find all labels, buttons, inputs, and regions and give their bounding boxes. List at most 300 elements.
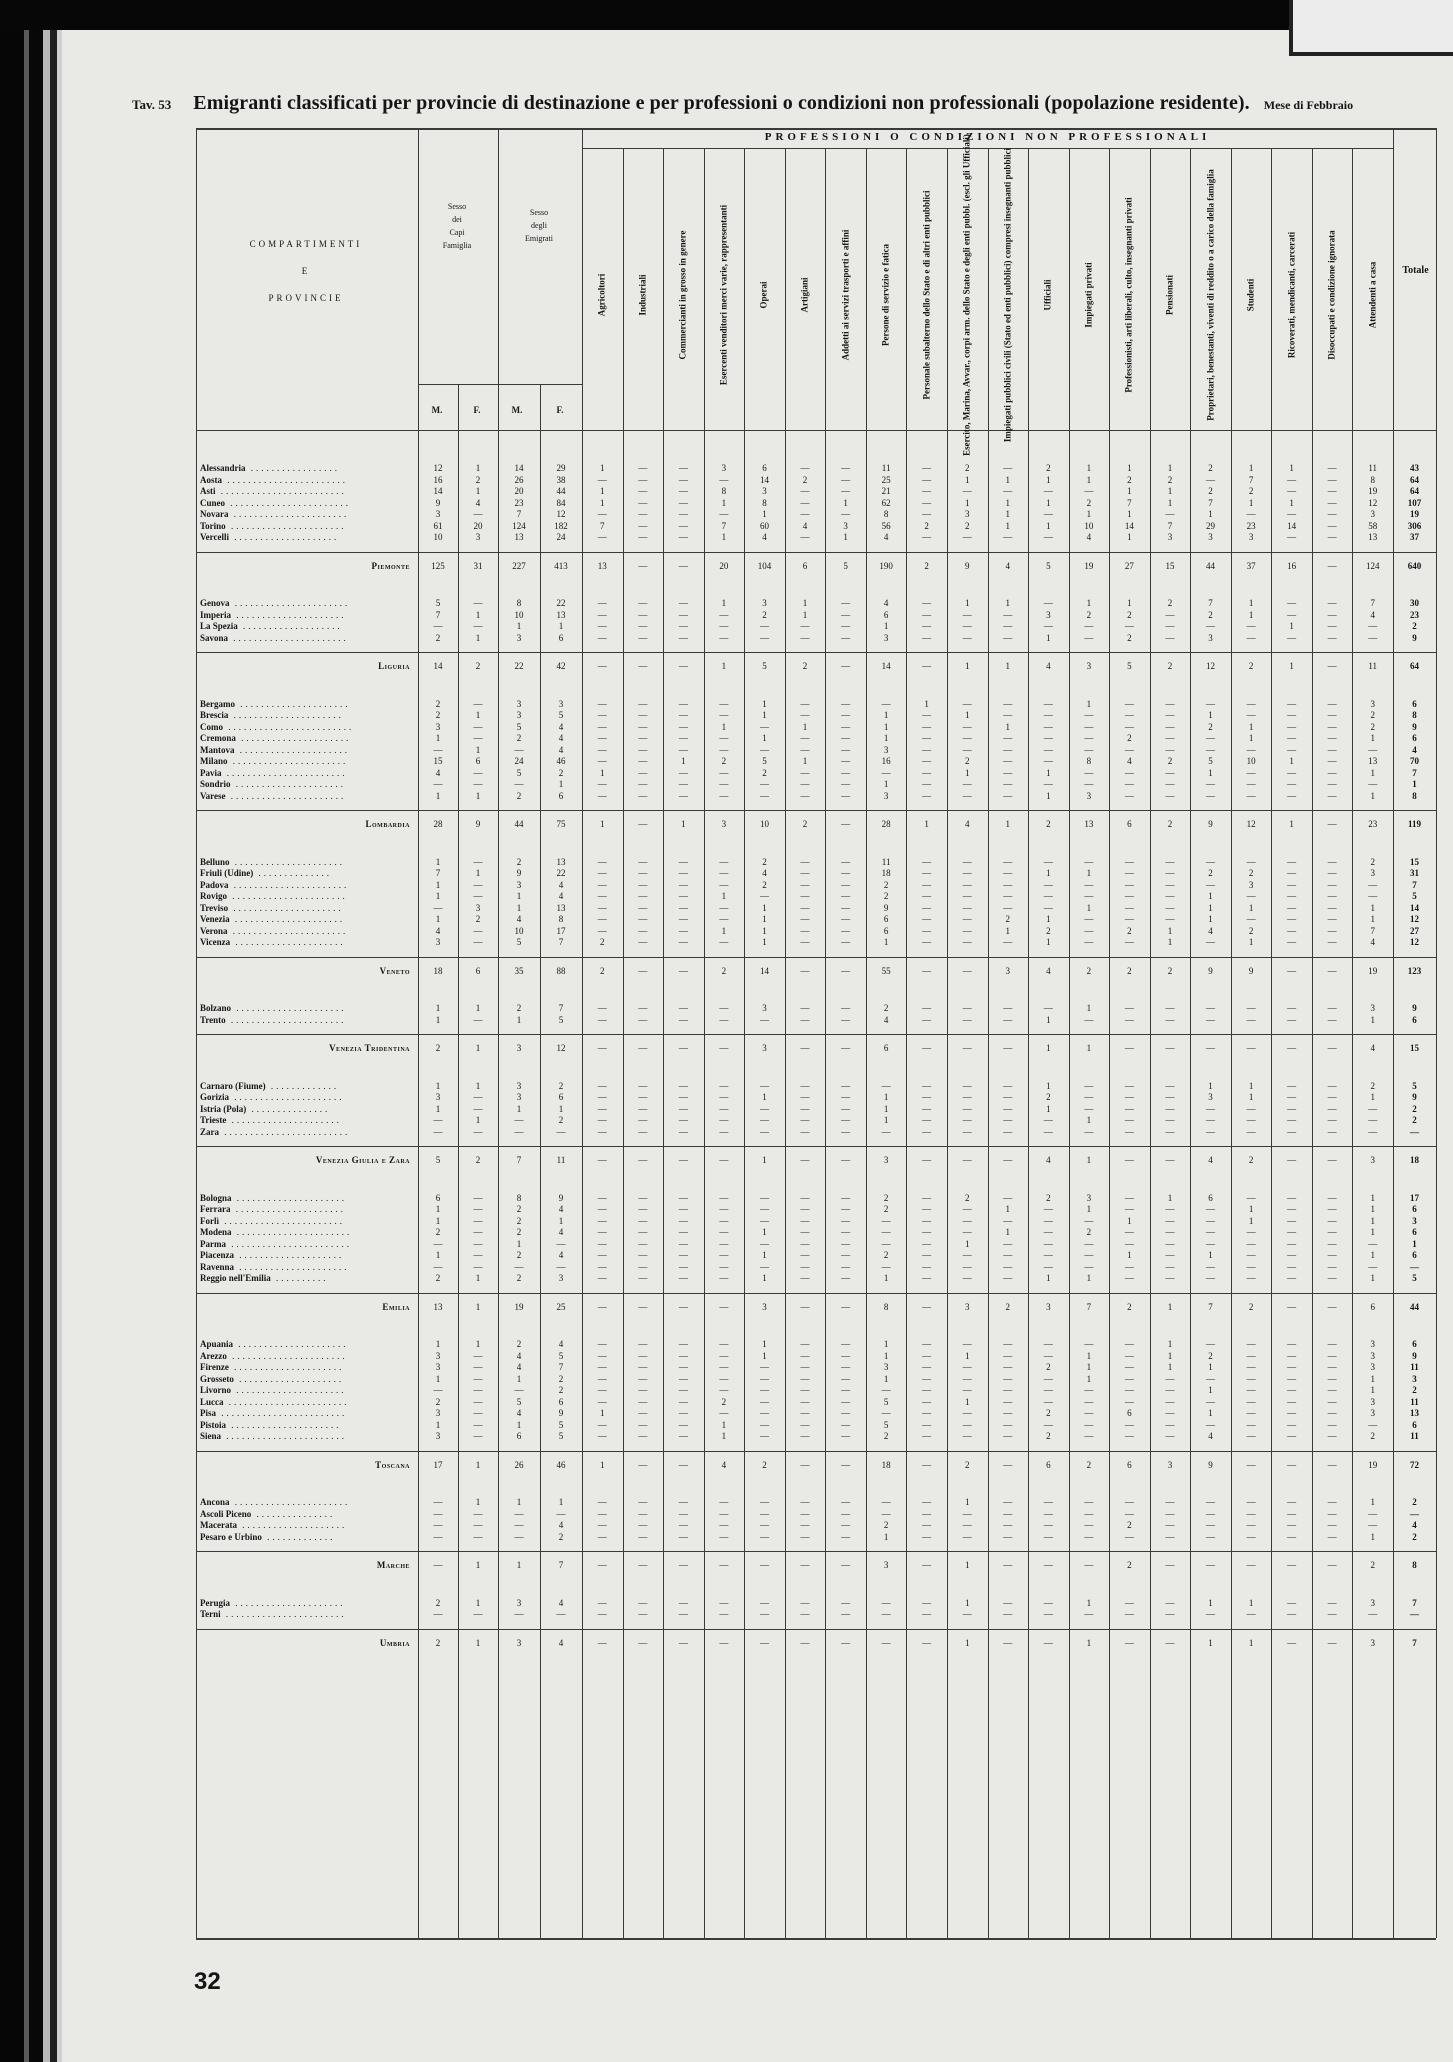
province-row [196, 1192, 1436, 1204]
data-cell: 1 [1248, 1080, 1254, 1091]
data-cell: 14 [433, 661, 443, 671]
data-cell: 1 [1086, 1204, 1092, 1214]
data-cell: — [1043, 1126, 1053, 1137]
data-cell: — [1246, 1497, 1256, 1507]
data-cell: — [1003, 1385, 1013, 1395]
data-cell: — [759, 1103, 769, 1114]
province-row [196, 1407, 1436, 1419]
data-cell: — [1003, 1531, 1013, 1542]
data-cell: — [1327, 1459, 1337, 1470]
data-cell: — [1084, 937, 1094, 947]
profession-header-19 [1352, 160, 1393, 430]
data-cell: — [719, 1637, 729, 1648]
data-cell: 1 [1289, 661, 1294, 671]
row-label [200, 709, 412, 721]
data-cell: — [638, 520, 648, 531]
data-cell: 4 [1370, 1043, 1375, 1053]
row-total-cell: — [1410, 1609, 1419, 1619]
data-cell: — [1003, 1350, 1013, 1361]
row-name: Trieste [200, 1115, 227, 1125]
data-cell: 1 [721, 497, 727, 508]
data-cell: — [800, 1192, 810, 1203]
data-cell: — [1043, 710, 1053, 720]
data-cell: — [1124, 1373, 1134, 1384]
data-cell: 2 [600, 965, 605, 976]
row-total-cell: 5 [1412, 1080, 1417, 1091]
data-cell: 11 [881, 463, 891, 473]
data-cell: 2 [964, 756, 970, 766]
data-cell: — [1327, 1261, 1337, 1272]
profession-label: Ufficiali [1042, 279, 1053, 311]
data-cell: — [800, 1637, 810, 1648]
province-row [196, 462, 1436, 474]
data-cell: 1 [762, 1339, 767, 1349]
data-cell: 4 [1005, 560, 1011, 571]
data-cell: — [922, 1431, 932, 1441]
data-cell: — [1206, 621, 1216, 631]
data-cell: — [719, 1350, 729, 1361]
data-cell: 1 [1370, 1204, 1375, 1214]
data-cell: — [1287, 1192, 1297, 1203]
data-cell: — [1327, 509, 1337, 519]
data-cell: — [719, 1250, 729, 1260]
data-cell: — [841, 1126, 851, 1137]
leader-dots: ..................... [228, 710, 344, 720]
data-cell: — [1327, 1080, 1337, 1091]
data-cell: — [1165, 1250, 1175, 1260]
data-cell: — [1246, 1459, 1256, 1470]
professions-group-header: PROFESSIONI O CONDIZIONI NON PROFESSIONALI [764, 131, 1211, 143]
data-cell: — [759, 790, 769, 801]
data-cell: 2 [516, 1339, 522, 1349]
data-cell: — [1043, 1115, 1053, 1125]
data-cell: — [1287, 1080, 1297, 1091]
data-cell: — [719, 1227, 729, 1237]
data-cell: — [922, 1273, 932, 1283]
leader-dots: ...................... [225, 1014, 347, 1025]
data-cell: 3 [1370, 1350, 1375, 1361]
profession-header-15 [1190, 160, 1231, 430]
profession-label: Esercenti venditori merci varie, rappresentanti [718, 204, 729, 386]
data-cell: 2 [1046, 1192, 1051, 1203]
data-cell: — [759, 1560, 769, 1570]
data-cell: 2 [924, 520, 929, 531]
data-cell: — [1327, 925, 1337, 936]
data-cell: — [433, 1508, 443, 1519]
row-total-cell: 8 [1412, 790, 1417, 801]
row-name: Vercelli [200, 532, 229, 542]
data-cell: — [922, 767, 932, 778]
row-total-cell: 123 [1407, 965, 1422, 976]
row-name: Modena [200, 1227, 232, 1237]
data-cell: 23 [514, 497, 524, 508]
data-cell: — [962, 1531, 972, 1542]
row-total-cell: — [1410, 1261, 1419, 1272]
data-cell: — [678, 856, 688, 867]
data-cell: — [1084, 1238, 1094, 1249]
data-cell: — [841, 1362, 851, 1372]
data-cell: 28 [433, 819, 443, 829]
data-cell: — [881, 1215, 891, 1226]
total-rule [196, 652, 1436, 653]
data-cell: — [1084, 1419, 1094, 1430]
data-cell: — [433, 902, 443, 913]
data-cell: — [719, 1385, 729, 1395]
data-cell: — [1327, 914, 1337, 924]
data-cell: — [678, 790, 688, 801]
row-total-cell: 31 [1410, 868, 1419, 878]
row-total-cell: 3 [1412, 1215, 1417, 1226]
data-cell: 2 [964, 1192, 970, 1203]
data-cell: — [1124, 767, 1134, 778]
data-cell: 7 [435, 609, 441, 620]
data-cell: 5 [1208, 756, 1213, 766]
data-cell: — [1084, 1396, 1094, 1407]
data-cell: 5 [558, 1419, 564, 1430]
row-name: Ancona [200, 1497, 230, 1507]
sesso-emigrati-header: Sesso degli Emigrati [525, 208, 553, 243]
data-cell: — [1043, 1215, 1053, 1226]
data-cell: — [1246, 1362, 1256, 1372]
page-number: 32 [194, 1968, 221, 1995]
data-cell: — [1246, 698, 1256, 709]
data-cell: 6 [1127, 819, 1132, 829]
data-cell: 1 [1208, 767, 1213, 778]
data-cell: — [759, 1014, 769, 1025]
leader-dots: ..................... [235, 733, 352, 743]
data-cell: — [1165, 902, 1175, 913]
data-cell: — [841, 891, 851, 901]
data-cell: — [1287, 1204, 1297, 1214]
data-cell: — [922, 733, 932, 743]
data-cell: — [841, 925, 851, 936]
row-total-cell: 14 [1410, 902, 1419, 913]
data-cell: — [638, 1126, 648, 1137]
data-cell: 3 [516, 1092, 522, 1102]
data-cell: — [759, 1261, 769, 1272]
data-cell: — [597, 1520, 607, 1530]
data-cell: 1 [516, 1419, 522, 1430]
data-cell: 1 [1248, 902, 1254, 913]
row-label [200, 755, 412, 767]
data-cell: — [638, 698, 648, 709]
data-cell: — [881, 767, 891, 778]
data-cell: — [1327, 698, 1337, 709]
data-cell: — [678, 1301, 688, 1312]
data-cell: — [1287, 1238, 1297, 1249]
province-row [196, 867, 1436, 879]
data-cell: — [922, 1339, 932, 1349]
data-cell: — [1327, 1350, 1337, 1361]
data-cell: — [841, 632, 851, 643]
data-cell: 1 [721, 661, 727, 671]
data-cell: — [1368, 891, 1378, 901]
data-cell: — [638, 632, 648, 643]
data-cell: — [1165, 1092, 1175, 1102]
data-cell: — [1165, 790, 1175, 801]
data-cell: — [800, 790, 810, 801]
leader-dots: ..................... [226, 1419, 342, 1430]
data-cell: — [556, 1508, 566, 1519]
data-cell: 13 [1368, 532, 1378, 542]
data-cell: — [1003, 1103, 1013, 1114]
row-label [200, 1249, 412, 1261]
profession-label: Disoccupati e condizione ignorata [1326, 230, 1337, 360]
data-cell: — [1206, 1520, 1216, 1530]
data-cell: — [962, 1204, 972, 1214]
data-cell: — [638, 914, 648, 924]
data-cell: 6 [1208, 1192, 1213, 1203]
data-cell: — [514, 1508, 524, 1519]
data-cell: 3 [1208, 532, 1213, 542]
data-cell: — [759, 1126, 769, 1137]
data-cell: — [1246, 1273, 1256, 1283]
data-cell: — [1287, 598, 1297, 608]
data-cell: — [1246, 1126, 1256, 1137]
data-cell: — [719, 1408, 729, 1418]
data-cell: 9 [516, 868, 522, 878]
data-cell: 1 [924, 698, 929, 709]
data-cell: 1 [435, 1080, 441, 1091]
data-cell: — [881, 1637, 891, 1648]
data-cell: — [473, 1215, 483, 1226]
data-cell: — [638, 1261, 648, 1272]
data-cell: 4 [475, 497, 481, 508]
leader-dots: ....................... [220, 1609, 347, 1619]
data-cell: — [1246, 1003, 1256, 1013]
data-cell: 1 [435, 879, 441, 890]
data-cell: 1 [1127, 1215, 1132, 1226]
data-cell: — [1287, 1092, 1297, 1102]
data-cell: — [1043, 721, 1053, 732]
data-cell: 1 [1248, 733, 1254, 743]
data-cell: 4 [558, 1339, 564, 1349]
data-cell: — [638, 779, 648, 789]
data-cell: — [1287, 937, 1297, 947]
data-cell: — [638, 1408, 648, 1418]
data-cell: 21 [881, 486, 891, 496]
data-cell: — [473, 1373, 483, 1384]
data-cell: 1 [1289, 756, 1294, 766]
row-name: Ferrara [200, 1204, 231, 1214]
data-cell: — [1043, 1637, 1053, 1648]
data-cell: — [1287, 1560, 1297, 1570]
data-cell: — [1124, 1396, 1134, 1407]
data-cell: — [800, 710, 810, 720]
data-cell: — [1246, 710, 1256, 720]
row-total-cell: 11 [1410, 1431, 1419, 1441]
data-cell: — [922, 721, 932, 732]
data-cell: 1 [1208, 1597, 1213, 1608]
data-cell: — [841, 1339, 851, 1349]
data-cell: 2 [435, 1396, 441, 1407]
data-cell: 2 [924, 560, 929, 571]
data-cell: 1 [762, 733, 767, 743]
data-cell: — [1043, 1250, 1053, 1260]
data-cell: — [759, 1431, 769, 1441]
data-cell: 1 [1167, 1362, 1173, 1372]
row-label [200, 890, 412, 902]
data-cell: — [922, 879, 932, 890]
data-cell: — [962, 733, 972, 743]
data-cell: — [1327, 1497, 1337, 1507]
data-cell: 1 [435, 1339, 441, 1349]
data-cell: 6 [558, 1092, 564, 1102]
data-cell: — [1206, 1339, 1216, 1349]
data-cell: 4 [558, 1204, 564, 1214]
data-cell: — [759, 1531, 769, 1542]
data-cell: 3 [964, 1301, 970, 1312]
data-cell: — [841, 1520, 851, 1530]
data-cell: 4 [558, 1227, 564, 1237]
data-cell: — [1165, 1396, 1175, 1407]
data-cell: — [1287, 1115, 1297, 1125]
data-cell: — [678, 1362, 688, 1372]
data-cell: — [922, 463, 932, 473]
row-name: Asti [200, 486, 216, 496]
row-label [200, 474, 412, 486]
profession-header-11 [1028, 160, 1069, 430]
profession-label: Agricoltori [596, 273, 607, 317]
data-cell: — [678, 598, 688, 608]
data-cell: 1 [883, 733, 889, 743]
data-cell: — [678, 1227, 688, 1237]
data-cell: — [1327, 721, 1337, 732]
data-cell: 3 [1046, 1301, 1051, 1312]
data-cell: 1 [681, 819, 686, 829]
province-row [196, 767, 1436, 779]
data-cell: — [638, 1238, 648, 1249]
province-row [196, 1203, 1436, 1215]
row-name: Pesaro e Urbino [200, 1531, 262, 1542]
data-cell: — [1043, 1227, 1053, 1237]
data-cell: — [678, 733, 688, 743]
data-cell: — [719, 914, 729, 924]
data-cell: — [638, 1192, 648, 1203]
province-row [196, 879, 1436, 891]
row-name: Genova [200, 598, 230, 608]
total-rule [196, 810, 1436, 811]
data-cell: — [597, 1250, 607, 1260]
data-cell: — [638, 1531, 648, 1542]
data-cell: 3 [435, 1408, 441, 1418]
data-cell: 1 [1086, 868, 1092, 878]
data-cell: 2 [1046, 1362, 1051, 1372]
province-row [196, 936, 1436, 948]
row-total-cell: 6 [1412, 1419, 1417, 1430]
data-cell: — [841, 661, 851, 671]
data-cell: — [1165, 710, 1175, 720]
data-cell: — [1003, 532, 1013, 542]
data-cell: — [1206, 937, 1216, 947]
data-cell: — [1327, 1339, 1337, 1349]
row-label [200, 1407, 412, 1419]
data-cell: 1 [475, 1339, 481, 1349]
data-cell: 1 [843, 497, 848, 508]
data-cell: — [962, 1250, 972, 1260]
data-cell: 2 [883, 1520, 889, 1530]
data-cell: 1 [1046, 1014, 1051, 1025]
row-name: Pisa [200, 1408, 217, 1418]
data-cell: 1 [1208, 1250, 1213, 1260]
row-label [200, 1559, 410, 1571]
data-cell: — [1327, 1192, 1337, 1203]
data-cell: 1 [516, 1497, 522, 1507]
data-cell: 1 [600, 463, 605, 473]
data-cell: — [962, 790, 972, 801]
data-cell: — [881, 1080, 891, 1091]
data-cell: — [473, 856, 483, 867]
data-cell: 1 [1086, 1155, 1092, 1165]
data-cell: — [1084, 1609, 1094, 1619]
data-cell: — [719, 1273, 729, 1283]
data-cell: — [597, 1238, 607, 1249]
data-cell: — [1003, 756, 1013, 766]
data-cell: — [759, 632, 769, 643]
row-label [200, 1597, 412, 1609]
data-cell: 1 [721, 598, 727, 608]
leader-dots: ....................... [222, 474, 348, 485]
data-cell: 2 [1370, 710, 1375, 720]
data-cell: 1 [1086, 1597, 1092, 1608]
data-cell: — [962, 1215, 972, 1226]
data-cell: 1 [558, 621, 564, 631]
row-total-cell: 19 [1410, 509, 1419, 519]
data-cell: — [922, 532, 932, 542]
row-total-cell: 7 [1412, 1597, 1417, 1608]
data-cell: 1 [1289, 819, 1294, 829]
data-cell: — [922, 621, 932, 631]
data-cell: 3 [1167, 1459, 1173, 1470]
data-cell: — [678, 965, 688, 976]
data-cell: — [473, 937, 483, 947]
data-cell: 2 [558, 1080, 564, 1091]
data-cell: 2 [1370, 1431, 1375, 1441]
data-cell: — [678, 1396, 688, 1407]
data-cell: 1 [762, 902, 767, 913]
leader-dots: ........................ [223, 721, 355, 732]
row-total-cell: 27 [1410, 925, 1419, 936]
data-cell: — [719, 621, 729, 631]
data-cell: — [922, 1350, 932, 1361]
data-cell: 4 [558, 879, 564, 890]
data-cell: — [1327, 1238, 1337, 1249]
data-cell: 7 [516, 1155, 522, 1165]
data-cell: — [1165, 621, 1175, 631]
data-cell: 1 [1086, 463, 1092, 473]
data-cell: — [1246, 1250, 1256, 1260]
data-cell: — [1003, 891, 1013, 901]
data-cell: — [1287, 868, 1297, 878]
data-cell: — [962, 621, 972, 631]
row-total-cell: 64 [1410, 486, 1419, 496]
province-row [196, 1103, 1436, 1115]
data-cell: 14 [1124, 520, 1134, 531]
leader-dots: ...................... [226, 1350, 348, 1361]
data-cell: — [1287, 1419, 1297, 1430]
data-cell: 10 [1246, 756, 1256, 766]
profession-header-10 [988, 147, 1029, 443]
profession-label: Pensionati [1164, 274, 1175, 316]
data-cell: 2 [1248, 1301, 1254, 1312]
data-cell: — [1084, 1080, 1094, 1091]
data-cell: 5 [883, 1419, 889, 1430]
data-cell: — [962, 721, 972, 732]
data-cell: — [678, 1609, 688, 1619]
data-cell: — [1287, 1362, 1297, 1372]
data-cell: — [759, 1396, 769, 1407]
row-name: Carnaro (Fiume) [200, 1080, 266, 1091]
